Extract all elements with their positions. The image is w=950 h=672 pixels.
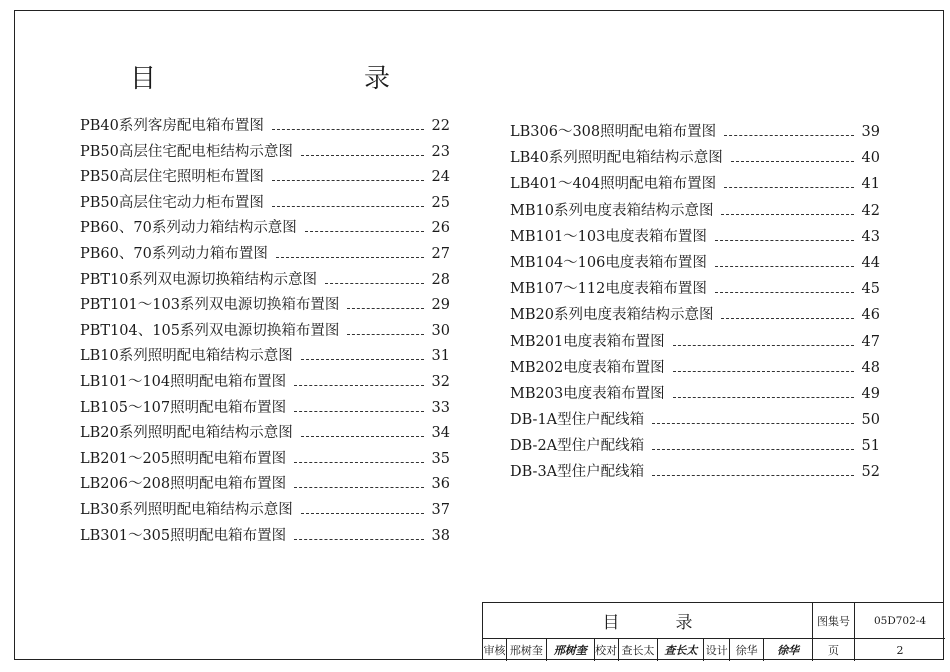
- toc-entry-page: 50: [861, 412, 880, 429]
- toc-entry: [80, 370, 450, 396]
- toc-entry-title: PB60、70系列动力箱布置图: [80, 245, 268, 262]
- toc-entry-page: 34: [431, 425, 450, 442]
- toc-entry: [80, 293, 450, 319]
- toc-entry-title: PB50高层住宅配电柜结构示意图: [80, 143, 293, 160]
- toc-leader-line: [673, 371, 854, 372]
- toc-entry-title: MB104～106电度表箱布置图: [510, 254, 707, 271]
- toc-entry-page: 43: [861, 228, 880, 245]
- toc-leader-line: [301, 359, 424, 360]
- toc-entry-page: 33: [431, 399, 450, 416]
- toc-entry-title: LB201～205照明配电箱布置图: [80, 450, 287, 467]
- toc-entry-page: 37: [431, 501, 450, 518]
- toc-leader-line: [673, 345, 854, 346]
- toc-entry-title: DB-2A型住户配线箱: [510, 438, 645, 455]
- toc-entry-title: LB30系列照明配电箱结构示意图: [80, 501, 293, 518]
- toc-entry-page: 32: [431, 373, 450, 390]
- designer-name: 徐华: [730, 639, 764, 661]
- toc-leader-line: [301, 513, 424, 514]
- toc-entry-title: MB201电度表箱布置图: [510, 333, 665, 350]
- toc-entry-page: 51: [861, 438, 880, 455]
- atlas-number: 05D702-4: [855, 603, 945, 639]
- page-title: [130, 58, 390, 95]
- toc-entry-page: 44: [861, 254, 880, 271]
- toc-entry: [510, 330, 880, 356]
- toc-leader-line: [294, 411, 424, 412]
- toc-leader-line: [652, 423, 854, 424]
- toc-leader-line: [721, 318, 854, 319]
- page-label: 页: [813, 639, 855, 661]
- toc-entry-title: DB-3A型住户配线箱: [510, 464, 645, 481]
- toc-entry: [80, 191, 450, 217]
- toc-entry-page: 52: [861, 464, 880, 481]
- toc-entry-page: 48: [861, 359, 880, 376]
- toc-entry-title: LB105～107照明配电箱布置图: [80, 399, 287, 416]
- toc-leader-line: [276, 257, 424, 258]
- toc-entry-page: 22: [431, 118, 450, 134]
- toc-entry: [80, 165, 450, 191]
- toc-entry: [510, 460, 880, 486]
- toc-leader-line: [347, 308, 424, 309]
- title-block-title-char-1: 目: [602, 613, 620, 633]
- toc-entry-title: MB101～103电度表箱布置图: [510, 228, 707, 245]
- toc-entry-page: 41: [861, 176, 880, 193]
- toc-entry: [510, 146, 880, 172]
- design-label: 设计: [704, 639, 730, 661]
- toc-entry: [80, 498, 450, 524]
- toc-leader-line: [272, 206, 424, 207]
- reviewer-name: 邢树奎: [507, 639, 547, 661]
- toc-leader-line: [715, 240, 854, 241]
- toc-entry-page: 47: [861, 333, 880, 350]
- toc-entry: [510, 434, 880, 460]
- toc-entry: [510, 303, 880, 329]
- page-number: 2: [896, 643, 904, 657]
- toc-entry-page: 26: [431, 220, 450, 237]
- toc-leader-line: [731, 161, 854, 162]
- signature-row: [483, 639, 813, 661]
- toc-entry-page: 42: [861, 202, 880, 219]
- toc-leader-line: [294, 462, 424, 463]
- toc-entry-page: 28: [431, 271, 450, 288]
- page-title-char-2: 录: [363, 64, 390, 94]
- toc-entry-title: LB10系列照明配电箱结构示意图: [80, 348, 293, 365]
- toc-entry-page: 24: [431, 169, 450, 186]
- toc-entry-title: LB301～305照明配电箱布置图: [80, 527, 287, 544]
- toc-entry-title: LB101～104照明配电箱布置图: [80, 373, 287, 390]
- title-block-title: [483, 603, 813, 639]
- toc-leader-line: [347, 334, 424, 335]
- toc-leader-line: [652, 449, 854, 450]
- atlas-number-label: 图集号: [813, 603, 855, 639]
- toc-entry-title: LB206～208照明配电箱布置图: [80, 476, 287, 493]
- toc-entry: [510, 199, 880, 225]
- toc-leader-line: [715, 292, 854, 293]
- toc-entry-page: 40: [861, 150, 880, 167]
- toc-entry: [80, 140, 450, 166]
- toc-entry-page: 29: [431, 297, 450, 314]
- toc-entry-title: LB20系列照明配电箱结构示意图: [80, 425, 293, 442]
- checker-signature: 查长太: [658, 639, 704, 661]
- designer-signature: 徐华: [777, 644, 800, 657]
- toc-entry-page: 45: [861, 281, 880, 298]
- toc-leader-line: [673, 397, 854, 398]
- toc-leader-line: [715, 266, 854, 267]
- toc-entry-page: 35: [431, 450, 450, 467]
- toc-entry-title: PBT101～103系列双电源切换箱布置图: [80, 297, 340, 314]
- toc-entry-page: 25: [431, 194, 450, 211]
- toc-entry: [80, 524, 450, 550]
- toc-entry-page: 38: [431, 527, 450, 544]
- toc-entry: [510, 225, 880, 251]
- toc-leader-line: [301, 155, 424, 156]
- toc-entry-page: 39: [861, 124, 880, 140]
- toc-leader-line: [721, 214, 854, 215]
- toc-entry-page: 49: [861, 385, 880, 402]
- toc-leader-line: [301, 436, 424, 437]
- review-label: 审核: [483, 639, 507, 661]
- title-block-title-char-2: 录: [675, 613, 693, 633]
- toc-entry-title: MB202电度表箱布置图: [510, 359, 665, 376]
- toc-entry-page: 31: [431, 348, 450, 365]
- toc-entry: [80, 114, 450, 140]
- toc-leader-line: [294, 539, 424, 540]
- toc-left-column: [80, 114, 450, 549]
- toc-entry-title: LB40系列照明配电箱结构示意图: [510, 150, 723, 167]
- toc-entry-title: LB401～404照明配电箱布置图: [510, 176, 717, 193]
- toc-entry-title: MB107～112电度表箱布置图: [510, 281, 707, 298]
- toc-leader-line: [272, 129, 424, 130]
- toc-entry: [80, 421, 450, 447]
- toc-entry: [80, 472, 450, 498]
- toc-entry-page: 23: [431, 143, 450, 160]
- toc-entry-title: PB50高层住宅动力柜布置图: [80, 194, 264, 211]
- toc-entry-page: 30: [431, 322, 450, 339]
- toc-leader-line: [305, 231, 424, 232]
- toc-entry: [80, 396, 450, 422]
- reviewer-signature: 邢树奎: [547, 639, 595, 661]
- toc-entry-title: PBT104、105系列双电源切换箱布置图: [80, 322, 340, 339]
- toc-entry: [80, 447, 450, 473]
- toc-leader-line: [724, 187, 854, 188]
- toc-entry: [510, 251, 880, 277]
- toc-entry: [80, 216, 450, 242]
- toc-leader-line: [652, 475, 854, 476]
- toc-entry-page: 27: [431, 245, 450, 262]
- toc-entry: [80, 319, 450, 345]
- toc-entry-title: PB60、70系列动力箱结构示意图: [80, 220, 297, 237]
- title-block: [482, 602, 944, 660]
- toc-entry-page: 36: [431, 476, 450, 493]
- toc-leader-line: [272, 180, 424, 181]
- toc-entry-title: DB-1A型住户配线箱: [510, 412, 645, 429]
- toc-leader-line: [724, 135, 854, 136]
- toc-entry: [80, 268, 450, 294]
- toc-leader-line: [294, 487, 424, 488]
- toc-right-column: [510, 120, 880, 487]
- toc-entry-title: MB10系列电度表箱结构示意图: [510, 202, 714, 219]
- toc-entry-title: PBT10系列双电源切换箱结构示意图: [80, 271, 318, 288]
- toc-entry-title: PB50高层住宅照明柜布置图: [80, 169, 264, 186]
- toc-entry: [80, 344, 450, 370]
- page-title-char-1: 目: [130, 64, 157, 94]
- toc-entry: [510, 408, 880, 434]
- toc-leader-line: [294, 385, 424, 386]
- toc-entry: [510, 277, 880, 303]
- check-label: 校对: [595, 639, 619, 661]
- toc-entry-title: MB203电度表箱布置图: [510, 385, 665, 402]
- toc-entry-title: MB20系列电度表箱结构示意图: [510, 307, 714, 324]
- toc-leader-line: [325, 283, 424, 284]
- toc-entry: [510, 356, 880, 382]
- toc-entry-title: LB306～308照明配电箱布置图: [510, 124, 717, 140]
- checker-name: 查长太: [619, 639, 659, 661]
- toc-entry-title: PB40系列客房配电箱布置图: [80, 118, 264, 134]
- toc-entry: [80, 242, 450, 268]
- toc-entry: [510, 120, 880, 146]
- toc-entry: [510, 172, 880, 198]
- toc-entry-page: 46: [861, 307, 880, 324]
- toc-entry: [510, 382, 880, 408]
